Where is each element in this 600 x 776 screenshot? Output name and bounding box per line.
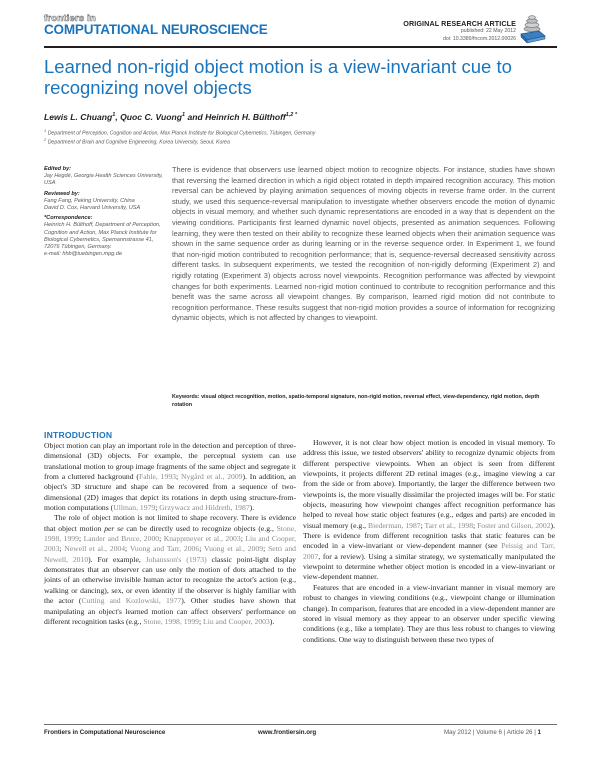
body-text: ;	[263, 544, 269, 554]
citation-link[interactable]: Ullman, 1979	[113, 503, 156, 513]
author-separator: ,	[115, 112, 121, 122]
body-text: ;	[240, 534, 246, 544]
citation-link[interactable]: Knappmeyer et al., 2003	[163, 534, 241, 544]
body-text: ). For example,	[88, 554, 146, 564]
affiliation	[44, 137, 230, 146]
keywords	[172, 394, 555, 410]
editorial-sidebar	[44, 166, 164, 258]
correspondence-email[interactable]: e-mail: hhb@tuebingen.mpg.de	[44, 251, 123, 258]
body-paragraph	[44, 513, 296, 627]
article-title: Learned non-rigid object motion is a view-invariant cue to recognizing novel objects	[44, 56, 512, 98]
citation-link[interactable]: Stone, 1998, 1999	[143, 616, 199, 626]
author-name[interactable]: Heinrich H. Bülthoff	[205, 112, 286, 122]
reviewed-by-label: Reviewed by:	[44, 190, 80, 197]
citation-link[interactable]: Cutting and Kozlowski, 1977	[81, 596, 182, 606]
citation-link[interactable]: Fahle, 1993	[138, 472, 176, 482]
section-heading-introduction: INTRODUCTION	[44, 430, 113, 440]
journal-logo-name: COMPUTATIONAL NEUROSCIENCE	[44, 22, 268, 37]
footer-rule	[44, 724, 557, 725]
author-affiliation-marker: 1,2 *	[285, 112, 298, 119]
editor: Jay Hegdé, Georgia Health Sciences University, USA	[44, 173, 163, 187]
emphasis-text: per se	[104, 523, 124, 533]
body-text: , for a review). Using a similar strategy, we systematically manipulated the viewpoint to determine whether object motion is encoded in a view-invariant or view-dependent manner.	[303, 551, 555, 582]
affiliation-text: Department of Perception, Cognition and Action, Max Planck Institute for Biological Cybernetics, Tübingen, Germany	[47, 130, 316, 137]
citation-link[interactable]: Lander and Bruce, 2000	[83, 534, 160, 544]
journal-stack-icon	[519, 14, 547, 44]
body-text: ).	[269, 616, 275, 626]
author-name[interactable]: Lewis L. Chuang	[44, 112, 113, 122]
body-paragraph	[44, 441, 296, 513]
footer-website[interactable]: www.frontiersin.org	[258, 729, 317, 736]
reviewer: David D. Cox, Harvard University, USA	[44, 205, 141, 212]
body-column-right	[303, 438, 555, 645]
body-text: ;	[473, 520, 478, 530]
body-text: ).	[249, 503, 255, 513]
citation-link[interactable]: Vuong et al., 2009	[204, 544, 264, 554]
keywords-text: visual object recognition, motion, spatio-temporal signature, non-rigid motion, reversal effect, view-dependency, rigid motion, depth rotation	[172, 394, 540, 408]
body-text: ;	[155, 503, 160, 513]
body-paragraph	[303, 583, 555, 645]
citation-link[interactable]: Tarr et al., 1998	[424, 520, 474, 530]
affiliation-text: Department of Brain and Cognitive Engineering, Korea University, Seoul, Korea	[47, 139, 230, 146]
citation-link[interactable]: Newell et al., 2004	[64, 544, 126, 554]
author-affiliation-marker: 1	[182, 112, 186, 119]
affiliation	[44, 128, 315, 137]
affiliation-number: 2	[44, 137, 47, 142]
body-text: ). There is evidence from different recognition tasks that static features can be encoded in a view-invariant or view-dependent manner (see	[303, 520, 555, 551]
body-text: ;	[420, 520, 425, 530]
citation-link[interactable]: Liu and Cooper, 2003	[203, 616, 270, 626]
citation-link[interactable]: Peissig and Tarr, 2007	[303, 541, 555, 561]
body-text: However, it is not clear how object motion is encoded in visual memory. To address this issue, we tested observers' ability to recognize dynamic objects from different perspective viewpoints. When an object is seen from different viewpoints, it projects different 2D retinal images (e.g., imagine viewing a car from the side or from above). Importantly, the larger the difference between two viewpoints is, the more visually dissimilar the projected images will be. For static objects, measuring how viewpoint changes affect recognition performance has helped to reveal how static object features (e.g., edges and parts) are encoded in visual memory (e.g.,	[303, 438, 555, 530]
author-affiliation-marker: 1	[112, 112, 116, 119]
body-text: classic point-light display demonstrates that an observer can use only the motion of dots attached to the joints of an otherwise invisible human actor to recognize the actor's action (e.g., walking or dancing), sex, or even identity if the observer is highly familiar with the actor (	[44, 554, 296, 606]
journal-logo-prefix: frontiers in	[44, 13, 97, 24]
article-type: ORIGINAL RESEARCH ARTICLE	[403, 19, 516, 28]
affiliation-number: 1	[44, 128, 47, 133]
citation-link[interactable]: Grzywacz and Hildreth, 1987	[159, 503, 250, 513]
citation-link[interactable]: Vuong and Tarr, 2006	[129, 544, 200, 554]
body-text: ;	[199, 544, 205, 554]
citation-link[interactable]: Liu and Cooper, 2003	[44, 534, 296, 554]
citation-link[interactable]: Nygård et al., 2009	[180, 472, 243, 482]
reviewer: Fang Fang, Peking University, China	[44, 197, 135, 204]
body-text: Features that are encoded in a view-invariant manner in visual memory are robust to changes in viewing conditions (e.g., viewpoint change or illumination change). In comparison, features that are encoded in a view-dependent manner are stored in visual memory as they appear to an observer under specific viewing conditions (e.g., like a template). They are thus less robust to changes to viewing conditions. One way to distinguish between these two types of	[303, 582, 555, 644]
correspondence-label: *Correspondence:	[44, 215, 93, 222]
citation-link[interactable]: Biederman, 1987	[367, 520, 421, 530]
footer-issue: May 2012 | Volume 6 | Article 26 |	[443, 729, 538, 736]
doi[interactable]: doi: 10.3389/fncom.2012.00026	[443, 35, 516, 42]
body-text: ). Other studies have shown that manipulating an object's learned motion can affect observers' performance on different recognition tasks (e.g.,	[44, 596, 296, 626]
footer-journal: Frontiers in Computational Neuroscience	[44, 729, 166, 736]
citation-link[interactable]: Johansson's (1973)	[145, 554, 207, 564]
author-separator: and	[185, 112, 206, 122]
body-text: ;	[175, 472, 181, 482]
author-name[interactable]: Quoc C. Vuong	[120, 112, 183, 122]
citation-link[interactable]: Setti and Newell, 2010	[44, 544, 296, 564]
body-paragraph	[303, 438, 555, 583]
body-text: ). In addition, an object's 3D structure and shape can be recovered from a sequence of two-dimensional (2D) images that depict its rotations in depth using structure-from-motion computations (	[44, 472, 296, 513]
body-text: can be directly used to recognize objects (e.g.,	[123, 523, 277, 533]
edited-by-label: Edited by:	[44, 166, 72, 172]
citation-link[interactable]: Foster and Gilson, 2002	[477, 520, 551, 530]
author-list	[44, 112, 297, 122]
abstract: There is evidence that observers use learned object motion to recognize objects. For instance, studies have shown that reversing the learned direction in which a rigid object rotated in depth impaired recognition accuracy. This motion reversal can be achieved by playing animation sequences of moving objects in reverse frame order. In the current study, we used this sequence-reversal manipulation to investigate whether observers encode the motion of dynamic objects in visual memory, and whether such dynamic representations are encoded in a way that is dependent on the viewing conditions. Participants first learned dynamic novel objects, presented as animation sequences. Following learning, they were then tested on their ability to recognize these learned objects when their animation sequence was shown in the same sequence order as during learning or in the reverse sequence order. In Experiment 1, we found that non-rigid motion contributed to recognition performance; that is, sequence-reversal decreased sensitivity across different tasks. In subsequent experiments, we tested the recognition of non-rigidly deforming (Experiment 2) and rigidly rotating (Experiment 3) objects across novel viewpoints. Recognition performance was affected by viewpoint changes for both experiments. Learned non-rigid motion continued to contribute to recognition performance and this benefit was the same across all viewpoint changes. By comparison, learned rigid motion did not contribute to recognition performance. These results suggest that non-rigid motion provides a source of information for recognizing dynamic objects, which is not affected by changes to viewpoint.	[172, 165, 555, 323]
body-text: ;	[159, 534, 164, 544]
page-number: 1	[537, 729, 541, 736]
body-text: Object motion can play an important role in the detection and perception of three-dimensional (3D) objects. For example, the perceptual system can use translational motion to group image fragments of the same object and segregate it from a cluttered background (	[44, 441, 296, 482]
header-rule	[44, 46, 557, 48]
body-text: ;	[198, 616, 204, 626]
body-text: The role of object motion is not limited to shape recovery. There is evidence that object motion	[44, 513, 296, 533]
body-text: ;	[78, 534, 84, 544]
correspondence-address: Heinrich H. Bülthoff, Department of Perception, Cognition and Action, Max Planck Institute for Biological Cybernetics, Spemannstrasse 41, 72076 Tübingen, Germany.	[44, 222, 161, 251]
footer-issue-info	[444, 729, 541, 736]
published-date: published: 22 May 2012	[460, 28, 516, 34]
body-column-left	[44, 441, 296, 627]
citation-link[interactable]: Stone, 1998, 1999	[44, 523, 296, 544]
body-text: ;	[59, 544, 65, 554]
body-text: ;	[125, 544, 130, 554]
keywords-label: Keywords:	[172, 394, 200, 400]
